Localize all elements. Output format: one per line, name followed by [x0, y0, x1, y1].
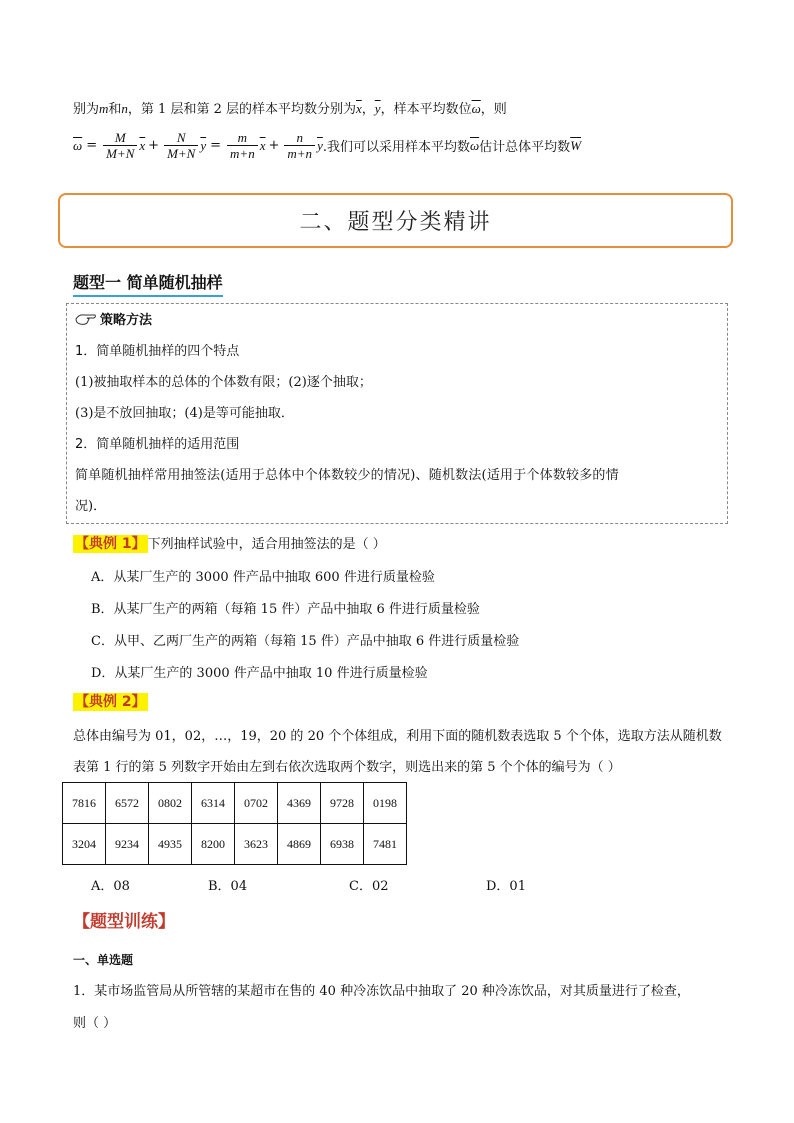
fraction-n — [284, 130, 315, 161]
plus-sign: + — [148, 138, 160, 153]
omega-bar: $\overline{\omega}$ — [469, 137, 480, 153]
strategy-line-5: 简单随机抽样常用抽签法(适用于总体中个体数较少的情况)、随机数法(适用于个体数较多的情 — [75, 468, 619, 483]
table-cell: 6572 — [106, 783, 149, 824]
strategy-header-text: 策略方法 — [100, 313, 153, 328]
strategy-box — [66, 303, 728, 524]
text: ， — [361, 102, 375, 117]
denominator: m+n — [230, 146, 255, 161]
x-bar: $\overline{x}$ — [356, 101, 362, 116]
table-cell: 9728 — [321, 783, 364, 824]
strategy-line-3: (3)是不放回抽取；(4)是等可能抽取． — [75, 406, 294, 421]
table-cell: 0702 — [235, 783, 278, 824]
table-cell: 0198 — [364, 783, 407, 824]
training-question-1-line-2: 则（ ） — [73, 1016, 117, 1031]
text: 估计总体平均数 — [479, 140, 571, 155]
y-bar: $\overline{y}$ — [200, 137, 207, 153]
denominator: M+N — [167, 146, 196, 161]
question-text: 下列抽样试验中，适合用抽签法的是（ ） — [147, 537, 386, 552]
strategy-line-4: 2．简单随机抽样的适用范围 — [75, 437, 240, 452]
section-banner — [58, 193, 733, 248]
denominator: m+n — [287, 146, 313, 161]
text: ，样本平均数位 — [380, 102, 472, 117]
example-2-tag: 【典例 2】 — [75, 694, 146, 710]
pointing-hand-icon — [75, 312, 97, 326]
example-2-question-line-2: 表第 1 行的第 5 列数字开始由左到右依次选取两个数字，则选出来的第 5 个个体的编号为（ ） — [73, 760, 621, 775]
table-cell: 4369 — [278, 783, 321, 824]
strategy-header — [75, 309, 152, 328]
y-bar: $\overline{y}$ — [317, 137, 323, 153]
plus-sign: + — [268, 138, 280, 153]
equals-sign: = — [86, 138, 98, 153]
table-cell: 6938 — [321, 824, 364, 865]
type-heading: 题型一 简单随机抽样 — [73, 270, 223, 297]
text: .我们可以采用样本平均数 — [322, 140, 470, 155]
table-cell: 3623 — [235, 824, 278, 865]
strategy-line-1: 1．简单随机抽样的四个特点 — [75, 344, 240, 359]
table-cell: 7481 — [364, 824, 407, 865]
text: ，则 — [480, 102, 507, 117]
numerator: N — [164, 130, 198, 146]
y-bar: $\overline{y}$ — [374, 101, 381, 116]
example-1-tag: 【典例 1】 — [75, 536, 146, 552]
x-bar: $\overline{x}$ — [139, 137, 146, 153]
fraction-N — [164, 130, 198, 161]
table-cell: 7816 — [63, 783, 106, 824]
example-2-option-d: D．01 — [486, 879, 526, 894]
intro-formula-line — [73, 130, 581, 161]
x-bar: $\overline{x}$ — [259, 137, 266, 153]
fraction-m — [227, 130, 258, 161]
table-cell: 3204 — [63, 824, 106, 865]
example-1-option-a: A．从某厂生产的 3000 件产品中抽取 600 件进行质量检验 — [91, 570, 435, 585]
numerator: M — [103, 130, 137, 146]
text: 别为 — [73, 102, 100, 117]
example-1-option-c: C．从甲、乙两厂生产的两箱（每箱 15 件）产品中抽取 6 件进行质量检验 — [91, 634, 520, 649]
text: 和 — [108, 102, 122, 117]
example-1-option-d: D．从某厂生产的 3000 件产品中抽取 10 件进行质量检验 — [91, 666, 428, 681]
equals-sign: = — [210, 138, 222, 153]
table-cell: 8200 — [192, 824, 235, 865]
var-m: m — [99, 101, 109, 116]
intro-line-1 — [73, 98, 507, 117]
table-cell: 0802 — [149, 783, 192, 824]
omega-bar: $\overline{\omega}$ — [73, 137, 83, 153]
example-2-option-a: A．08 — [91, 879, 130, 894]
table-cell: 4935 — [149, 824, 192, 865]
omega-bar: $\overline{\omega}$ — [471, 101, 481, 116]
strategy-line-2: (1)被抽取样本的总体的个体数有限；(2)逐个抽取； — [75, 375, 372, 390]
section-single-choice: 一、单选题 — [73, 953, 134, 967]
random-number-table — [62, 782, 407, 865]
fraction-M — [103, 130, 137, 161]
denominator: M+N — [106, 146, 135, 161]
table-row — [63, 824, 407, 865]
strategy-line-6: 况)． — [75, 499, 107, 514]
section-banner-title: 二、题型分类精讲 — [299, 210, 492, 235]
W-bar: $\overline{W}$ — [570, 137, 582, 153]
table-cell: 6314 — [192, 783, 235, 824]
example-1-question — [73, 533, 386, 553]
example-2-question-line-1: 总体由编号为 01，02，…，19，20 的 20 个个体组成，利用下面的随机数表选取 5 个个体，选取方法从随机数 — [73, 729, 722, 744]
example-2-tag-line — [73, 691, 148, 711]
table-cell: 9234 — [106, 824, 149, 865]
var-n: n — [121, 101, 128, 116]
text: ，第 1 层和第 2 层的样本平均数分别为 — [127, 102, 356, 117]
example-2-option-c: C．02 — [349, 879, 389, 894]
example-1-option-b: B．从某厂生产的两箱（每箱 15 件）产品中抽取 6 件进行质量检验 — [91, 602, 480, 617]
table-row — [63, 783, 407, 824]
table-cell: 4869 — [278, 824, 321, 865]
training-question-1-line-1: 1．某市场监管局从所管辖的某超市在售的 40 种冷冻饮品中抽取了 20 种冷冻饮品，对其质量进行了检查， — [73, 984, 690, 999]
numerator: n — [284, 130, 315, 146]
training-title: 【题型训练】 — [73, 912, 175, 932]
numerator: m — [227, 130, 258, 146]
example-2-option-b: B．04 — [208, 879, 248, 894]
